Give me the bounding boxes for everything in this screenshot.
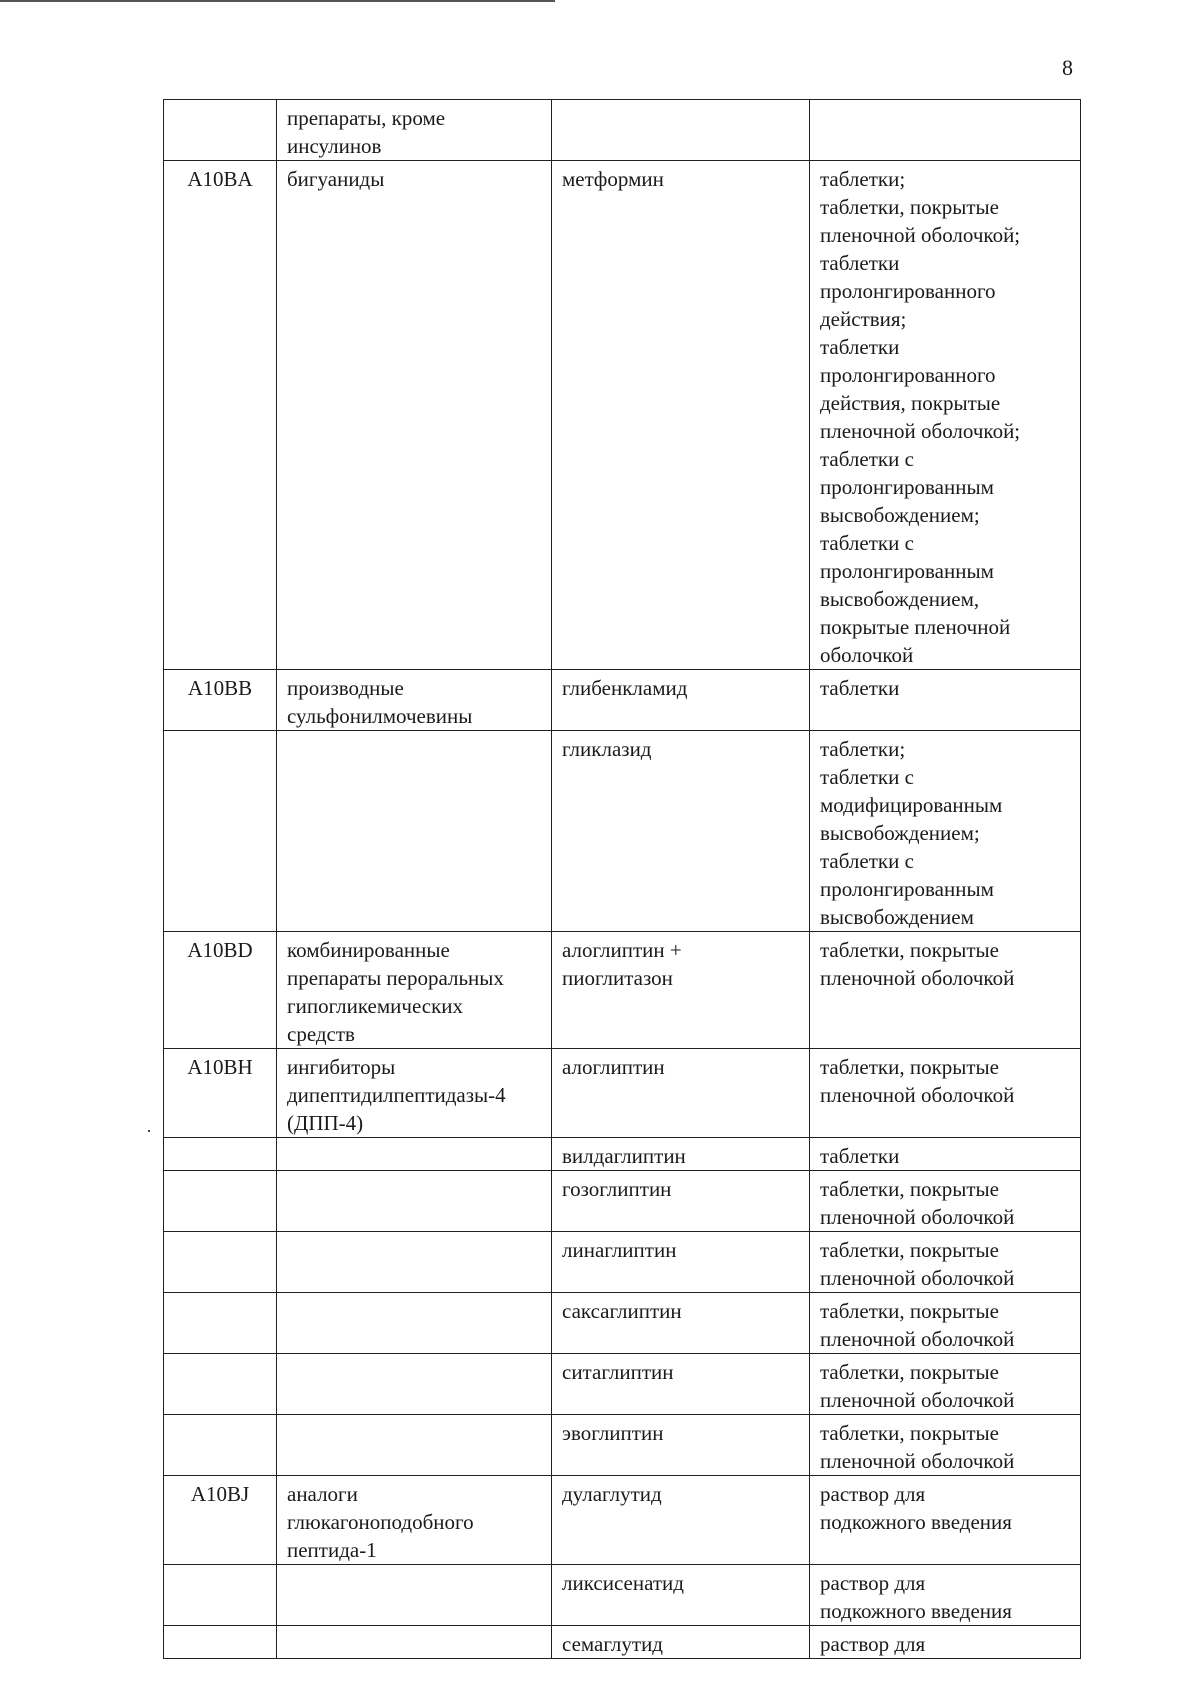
atc-code-cell: A10BD	[164, 932, 277, 1049]
dosage-form-cell: таблетки, покрытые пленочной оболочкой	[810, 932, 1081, 1049]
dosage-form-cell: таблетки, покрытые пленочной оболочкой	[810, 1232, 1081, 1293]
atc-code-cell: A10BJ	[164, 1476, 277, 1565]
active-substance-cell: ликсисенатид	[552, 1565, 810, 1626]
page-number: 8	[1062, 55, 1073, 80]
pharmacological-group-cell	[277, 1626, 552, 1659]
dosage-form-cell: раствор для подкожного введения	[810, 1565, 1081, 1626]
table-row	[164, 100, 1081, 161]
atc-code-cell: A10BA	[164, 161, 277, 670]
dosage-form-cell: таблетки; таблетки с модифицированным высвобождением; таблетки с пролонгированным высвобождением	[810, 731, 1081, 932]
active-substance-cell: глибенкламид	[552, 670, 810, 731]
dosage-form-cell: таблетки, покрытые пленочной оболочкой	[810, 1293, 1081, 1354]
pharmacological-group-cell: аналоги глюкагоноподобного пептида-1	[277, 1476, 552, 1565]
table-row	[164, 1049, 1081, 1138]
table-row	[164, 932, 1081, 1049]
pharmacological-group-cell	[277, 1415, 552, 1476]
table-row	[164, 731, 1081, 932]
table-row	[164, 1565, 1081, 1626]
table-row	[164, 1293, 1081, 1354]
atc-code-cell	[164, 100, 277, 161]
atc-code-cell	[164, 1171, 277, 1232]
dosage-form-cell: таблетки, покрытые пленочной оболочкой	[810, 1171, 1081, 1232]
table-row	[164, 161, 1081, 670]
pharmacological-group-cell	[277, 1232, 552, 1293]
dosage-form-cell: таблетки, покрытые пленочной оболочкой	[810, 1049, 1081, 1138]
table-row	[164, 670, 1081, 731]
atc-code-cell	[164, 1354, 277, 1415]
pharmacological-group-cell: комбинированные препараты пероральных гипогликемических средств	[277, 932, 552, 1049]
pharmacological-group-cell	[277, 1565, 552, 1626]
drug-table-body	[164, 100, 1081, 1659]
scan-speck	[148, 1130, 150, 1132]
table-row	[164, 1138, 1081, 1171]
active-substance-cell: алоглиптин	[552, 1049, 810, 1138]
table-row	[164, 1476, 1081, 1565]
atc-code-cell: A10BB	[164, 670, 277, 731]
pharmacological-group-cell	[277, 1293, 552, 1354]
dosage-form-cell: раствор для	[810, 1626, 1081, 1659]
dosage-form-cell: таблетки; таблетки, покрытые пленочной оболочкой; таблетки пролонгированного действия; таблетки пролонгированного действия, покрытые пленочной оболочкой; таблетки с пролонгированным высвобождением; таблетки с пролонгированным высвобождением, покрытые пленочной оболочкой	[810, 161, 1081, 670]
dosage-form-cell: таблетки	[810, 670, 1081, 731]
atc-code-cell	[164, 1293, 277, 1354]
pharmacological-group-cell: ингибиторы дипептидилпептидазы-4 (ДПП-4)	[277, 1049, 552, 1138]
active-substance-cell: дулаглутид	[552, 1476, 810, 1565]
pharmacological-group-cell	[277, 1171, 552, 1232]
active-substance-cell	[552, 100, 810, 161]
active-substance-cell: семаглутид	[552, 1626, 810, 1659]
dosage-form-cell: таблетки, покрытые пленочной оболочкой	[810, 1415, 1081, 1476]
atc-code-cell	[164, 1415, 277, 1476]
pharmacological-group-cell: препараты, кроме инсулинов	[277, 100, 552, 161]
active-substance-cell: линаглиптин	[552, 1232, 810, 1293]
table-row	[164, 1171, 1081, 1232]
atc-code-cell	[164, 731, 277, 932]
table-row	[164, 1232, 1081, 1293]
dosage-form-cell	[810, 100, 1081, 161]
top-border-rule	[0, 0, 555, 2]
dosage-form-cell: таблетки, покрытые пленочной оболочкой	[810, 1354, 1081, 1415]
pharmacological-group-cell	[277, 1354, 552, 1415]
table-row	[164, 1626, 1081, 1659]
dosage-form-cell: раствор для подкожного введения	[810, 1476, 1081, 1565]
active-substance-cell: ситаглиптин	[552, 1354, 810, 1415]
pharmacological-group-cell: бигуаниды	[277, 161, 552, 670]
table-row	[164, 1354, 1081, 1415]
pharmacological-group-cell	[277, 731, 552, 932]
dosage-form-cell: таблетки	[810, 1138, 1081, 1171]
atc-code-cell: A10BH	[164, 1049, 277, 1138]
active-substance-cell: гозоглиптин	[552, 1171, 810, 1232]
drug-table	[163, 99, 1081, 1659]
atc-code-cell	[164, 1565, 277, 1626]
atc-code-cell	[164, 1232, 277, 1293]
table-row	[164, 1415, 1081, 1476]
active-substance-cell: метформин	[552, 161, 810, 670]
pharmacological-group-cell: производные сульфонилмочевины	[277, 670, 552, 731]
pharmacological-group-cell	[277, 1138, 552, 1171]
active-substance-cell: алоглиптин + пиоглитазон	[552, 932, 810, 1049]
active-substance-cell: эвоглиптин	[552, 1415, 810, 1476]
atc-code-cell	[164, 1138, 277, 1171]
active-substance-cell: вилдаглиптин	[552, 1138, 810, 1171]
atc-code-cell	[164, 1626, 277, 1659]
active-substance-cell: саксаглиптин	[552, 1293, 810, 1354]
active-substance-cell: гликлазид	[552, 731, 810, 932]
